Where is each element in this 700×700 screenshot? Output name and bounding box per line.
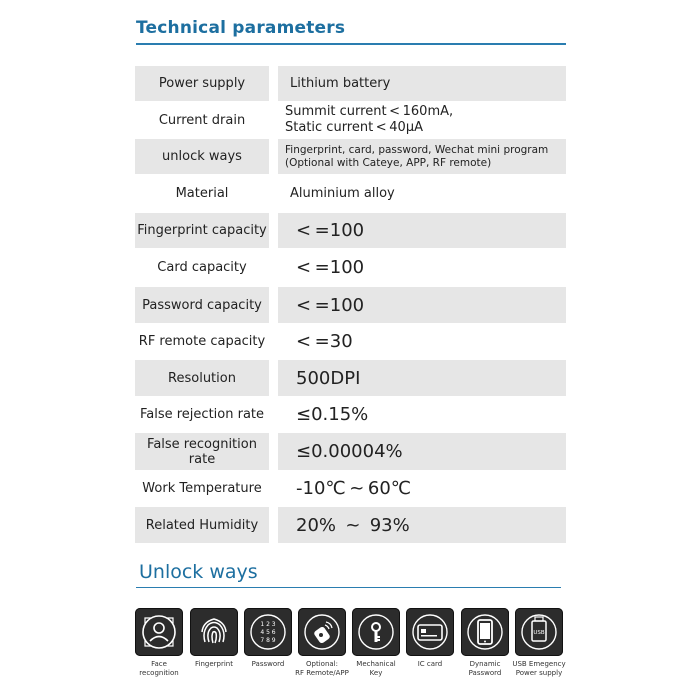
- param-label: Work Temperature: [135, 471, 269, 506]
- table-row: [135, 507, 566, 543]
- caption-line: USB Emegency: [512, 660, 566, 668]
- param-label: Fingerprint capacity: [135, 213, 269, 248]
- caption-line: RF Remote/APP: [295, 669, 349, 677]
- face-recognition-icon: [135, 608, 183, 656]
- keypad-icon: [244, 608, 292, 656]
- caption-line: Fingerprint: [195, 660, 233, 668]
- caption-line: Password: [468, 669, 502, 677]
- param-value: -10℃ ~ 60℃: [278, 471, 566, 506]
- param-label: Material: [135, 175, 269, 212]
- unlock-caption: [499, 660, 579, 678]
- keypad-row: 1 2 3: [260, 621, 276, 628]
- param-label: Card capacity: [135, 249, 269, 286]
- table-row: [135, 397, 566, 432]
- param-label: False recognition rate: [135, 433, 269, 470]
- keypad-row: 7 8 9: [260, 637, 276, 644]
- caption-line: Face: [151, 660, 167, 668]
- param-value: < =100: [278, 249, 566, 286]
- param-value-line: Static current < 40μA: [285, 120, 423, 135]
- caption-line: Power supply: [515, 669, 563, 677]
- unlock-ways-underline: [136, 587, 561, 588]
- param-value: Aluminium alloy: [278, 175, 566, 212]
- keypad-row: 4 5 6: [260, 629, 276, 636]
- table-row: [135, 175, 566, 212]
- table-row: [135, 324, 566, 359]
- table-row: [135, 213, 566, 248]
- table-row: [135, 139, 566, 174]
- param-label: RF remote capacity: [135, 324, 269, 359]
- table-row: [135, 249, 566, 286]
- param-label: False rejection rate: [135, 397, 269, 432]
- caption-line: Password: [251, 660, 285, 668]
- usb-badge: USB: [533, 630, 545, 636]
- param-value: [278, 102, 566, 138]
- table-row: [135, 360, 566, 396]
- param-value: Lithium battery: [278, 66, 566, 101]
- param-value: ≤0.00004%: [278, 433, 566, 470]
- param-value: < =30: [278, 324, 566, 359]
- param-label: Resolution: [135, 360, 269, 396]
- title-underline: [136, 43, 566, 45]
- table-row: [135, 471, 566, 506]
- param-label: Related Humidity: [135, 507, 269, 543]
- table-row: [135, 287, 566, 323]
- usb-power-icon: [515, 608, 563, 656]
- caption-line: Mechanical: [356, 660, 396, 668]
- table-row: [135, 66, 566, 101]
- param-label: Power supply: [135, 66, 269, 101]
- param-label: Current drain: [135, 102, 269, 138]
- param-value: ≤0.15%: [278, 397, 566, 432]
- caption-line: Optional:: [306, 660, 338, 668]
- param-value: 500DPI: [278, 360, 566, 396]
- caption-line: Key: [369, 669, 383, 677]
- param-value-line: Summit current < 160mA,: [285, 104, 454, 119]
- param-value: 20% ~ 93%: [278, 507, 566, 543]
- table-row: [135, 102, 566, 138]
- param-label: unlock ways: [135, 139, 269, 174]
- param-value: [278, 139, 566, 174]
- mechanical-key-icon: [352, 608, 400, 656]
- rf-remote-icon: [298, 608, 346, 656]
- param-label: Password capacity: [135, 287, 269, 323]
- table-row: [135, 433, 566, 470]
- caption-line: recognition: [139, 669, 179, 677]
- caption-line: Dynamic: [469, 660, 501, 668]
- unlock-ways-title: Unlock ways: [139, 561, 258, 583]
- section-title: Technical parameters: [136, 18, 346, 38]
- param-value-line: Fingerprint, card, password, Wechat mini program: [285, 143, 549, 156]
- param-value: < =100: [278, 213, 566, 248]
- param-value: < =100: [278, 287, 566, 323]
- fingerprint-icon: [190, 608, 238, 656]
- ic-card-icon: [406, 608, 454, 656]
- param-value-line: (Optional with Cateye, APP, RF remote): [285, 156, 492, 169]
- smartphone-icon: [461, 608, 509, 656]
- caption-line: IC card: [417, 660, 443, 668]
